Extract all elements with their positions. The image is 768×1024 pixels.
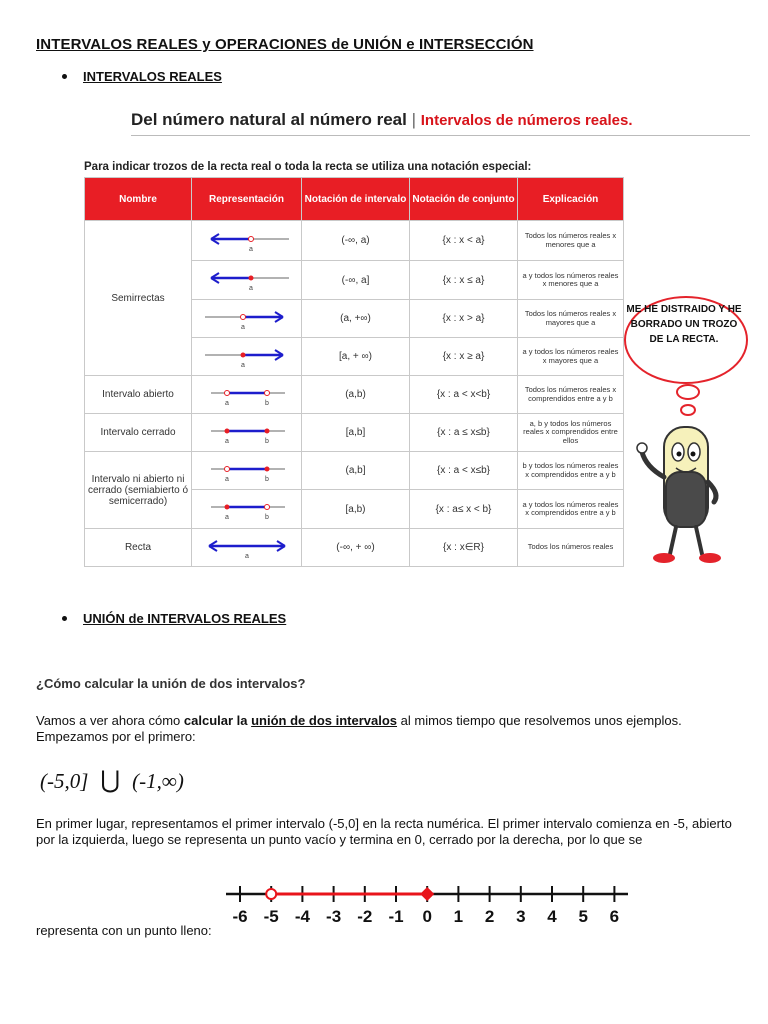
union-question-heading: ¿Cómo calcular la unión de dos intervalos? xyxy=(36,676,306,691)
union-symbol: ⋃ xyxy=(100,768,121,794)
para1-text-a: Vamos a ver ahora cómo xyxy=(36,713,184,728)
representation-cell xyxy=(192,414,302,452)
set-notation: {x : x ≤ a} xyxy=(410,261,518,300)
half-open-left-diagram xyxy=(199,459,295,483)
thought-bubble-small xyxy=(681,405,695,415)
interval-notation: [a, + ∞) xyxy=(302,338,410,376)
explanation: a, b y todos los números reales x comprendidos entre ellos xyxy=(518,414,624,452)
embedded-title-rule xyxy=(131,135,750,136)
thought-bubble-large xyxy=(677,385,699,399)
open-interval-diagram xyxy=(199,383,295,407)
interval-start-point xyxy=(266,889,276,899)
table-row xyxy=(85,529,624,567)
para1-text-d: al mimos tiempo que resolvemos unos ejemplos. Empezamos por el primero: xyxy=(36,713,682,744)
representation-cell xyxy=(192,452,302,490)
para1-text-underlined: unión de dos intervalos xyxy=(251,713,398,728)
point-label-a: a xyxy=(224,475,229,483)
number-line-tick-label: 6 xyxy=(609,907,620,926)
set-notation: {x : x ≥ a} xyxy=(410,338,518,376)
para1-text-bold: calcular la xyxy=(183,713,252,728)
number-line-tick-label: -6 xyxy=(232,907,248,926)
interval-notation: [a,b) xyxy=(302,490,410,529)
point-label-a: a xyxy=(240,323,245,331)
point-label-a: a xyxy=(224,399,229,407)
ray-right-open-diagram xyxy=(199,307,295,331)
set-notation: {x : a < x≤b} xyxy=(410,452,518,490)
interval-notation: (a,b) xyxy=(302,376,410,414)
bullet-dot xyxy=(62,74,67,79)
representation-cell xyxy=(192,529,302,567)
interval-notation: (-∞, a) xyxy=(302,221,410,261)
table-row xyxy=(85,452,624,490)
set-notation: {x : a < x<b} xyxy=(410,376,518,414)
header-explicacion: Explicación xyxy=(518,178,624,221)
speech-bubble-text: ME HE DISTRAIDO Y HE BORRADO UN TROZO DE LA RECTA. xyxy=(626,304,742,345)
union-formula xyxy=(40,766,184,795)
bullet-union-intervalos: UNIÓN de INTERVALOS REALES xyxy=(83,611,287,626)
point-label-a: a xyxy=(244,552,249,560)
document-title: INTERVALOS REALES y OPERACIONES de UNIÓN e INTERSECCIÓN xyxy=(36,36,534,53)
explanation: a y todos los números reales x menores que a xyxy=(518,261,624,300)
paragraph-intro xyxy=(36,713,746,745)
point-label-b: b xyxy=(264,437,269,445)
embedded-title-right: Intervalos de números reales. xyxy=(420,112,633,129)
ray-right-closed-diagram xyxy=(199,345,295,369)
half-open-right-diagram xyxy=(199,497,295,521)
number-line-tick-label: 4 xyxy=(547,907,557,926)
representation-cell xyxy=(192,261,302,300)
point-label-b: b xyxy=(264,475,269,483)
header-nombre: Nombre xyxy=(85,178,192,221)
bullet-intervalos-reales: INTERVALOS REALES xyxy=(83,69,222,84)
set-notation: {x : x > a} xyxy=(410,300,518,338)
point-label-a: a xyxy=(224,437,229,445)
interval-notation: (a,b] xyxy=(302,452,410,490)
paragraph-closing: representa con un punto lleno: xyxy=(36,923,212,938)
full-line-diagram xyxy=(199,536,295,560)
embedded-title-left: Del número natural al número real xyxy=(131,110,407,129)
explanation: Todos los números reales x comprendidos entre a y b xyxy=(518,376,624,414)
group-semirrectas: Semirrectas xyxy=(85,221,192,376)
group-recta: Recta xyxy=(85,529,192,567)
point-label-a: a xyxy=(224,514,229,521)
table-header-row xyxy=(85,178,624,221)
point-label-b: b xyxy=(264,399,269,407)
interval-notation: (-∞, a] xyxy=(302,261,410,300)
number-line-tick-label: 2 xyxy=(484,907,495,926)
number-line-tick-label: 0 xyxy=(422,907,432,926)
number-line-tick-label: 1 xyxy=(453,907,464,926)
group-semiabierto: Intervalo ni abierto ni cerrado (semiabierto ó semicerrado) xyxy=(85,452,192,529)
point-label-a: a xyxy=(240,361,245,369)
number-line-tick-label: -1 xyxy=(388,907,404,926)
representation-cell xyxy=(192,490,302,529)
closed-interval-diagram xyxy=(199,421,295,445)
representation-cell xyxy=(192,338,302,376)
interval-notation: (-∞, + ∞) xyxy=(302,529,410,567)
cartoon-pencil-character xyxy=(628,372,748,572)
table-row xyxy=(85,376,624,414)
explanation: Todos los números reales xyxy=(518,529,624,567)
embedded-image-title xyxy=(131,110,633,130)
number-line-tick-label: -3 xyxy=(326,907,342,926)
intervals-table xyxy=(84,177,624,567)
explanation: Todos los números reales x mayores que a xyxy=(518,300,624,338)
interval-notation: [a,b] xyxy=(302,414,410,452)
character-body xyxy=(637,427,721,563)
point-label-a: a xyxy=(248,245,253,253)
point-label-b: b xyxy=(264,514,269,521)
explanation: b y todos los números reales x comprendidos entre a y b xyxy=(518,452,624,490)
embedded-intro-text: Para indicar trozos de la recta real o toda la recta se utiliza una notación especial: xyxy=(84,161,532,173)
representation-cell xyxy=(192,376,302,414)
representation-cell xyxy=(192,300,302,338)
header-representacion: Representación xyxy=(192,178,302,221)
number-line-tick-label: -2 xyxy=(357,907,373,926)
bullet-dot xyxy=(62,616,67,621)
table-row xyxy=(85,414,624,452)
header-notacion-intervalo: Notación de intervalo xyxy=(302,178,410,221)
explanation: Todos los números reales x menores que a xyxy=(518,221,624,261)
ray-left-closed-diagram xyxy=(199,268,295,292)
number-line-tick-label: -5 xyxy=(263,907,279,926)
embedded-title-separator: | xyxy=(411,110,417,129)
ray-left-open-diagram xyxy=(199,229,295,253)
explanation: a y todos los números reales x mayores que a xyxy=(518,338,624,376)
explanation: a y todos los números reales x comprendidos entre a y b xyxy=(518,490,624,529)
set-notation: {x : x < a} xyxy=(410,221,518,261)
representation-cell xyxy=(192,221,302,261)
number-line-tick-label: 5 xyxy=(578,907,588,926)
set-notation: {x : x∈R} xyxy=(410,529,518,567)
number-line xyxy=(222,878,632,930)
header-notacion-conjunto: Notación de conjunto xyxy=(410,178,518,221)
paragraph-representation: En primer lugar, representamos el primer intervalo (-5,0] en la recta numérica. El primer intervalo comienza en -5, abierto por la izquierda, luego se representa un punto vacío y termina en 0, cerrado por la derecha, por lo que se xyxy=(36,816,732,847)
table-row xyxy=(85,221,624,261)
number-line-tick-label: -4 xyxy=(294,907,310,926)
formula-interval-left: (-5,0] xyxy=(40,769,89,793)
interval-end-point xyxy=(421,888,433,900)
formula-interval-right: (-1,∞) xyxy=(132,769,184,793)
set-notation: {x : a ≤ x≤b} xyxy=(410,414,518,452)
set-notation: {x : a≤ x < b} xyxy=(410,490,518,529)
interval-notation: (a, +∞) xyxy=(302,300,410,338)
point-label-a: a xyxy=(248,285,253,292)
number-line-tick-label: 3 xyxy=(516,907,526,926)
group-intervalo-abierto: Intervalo abierto xyxy=(85,376,192,414)
group-intervalo-cerrado: Intervalo cerrado xyxy=(85,414,192,452)
